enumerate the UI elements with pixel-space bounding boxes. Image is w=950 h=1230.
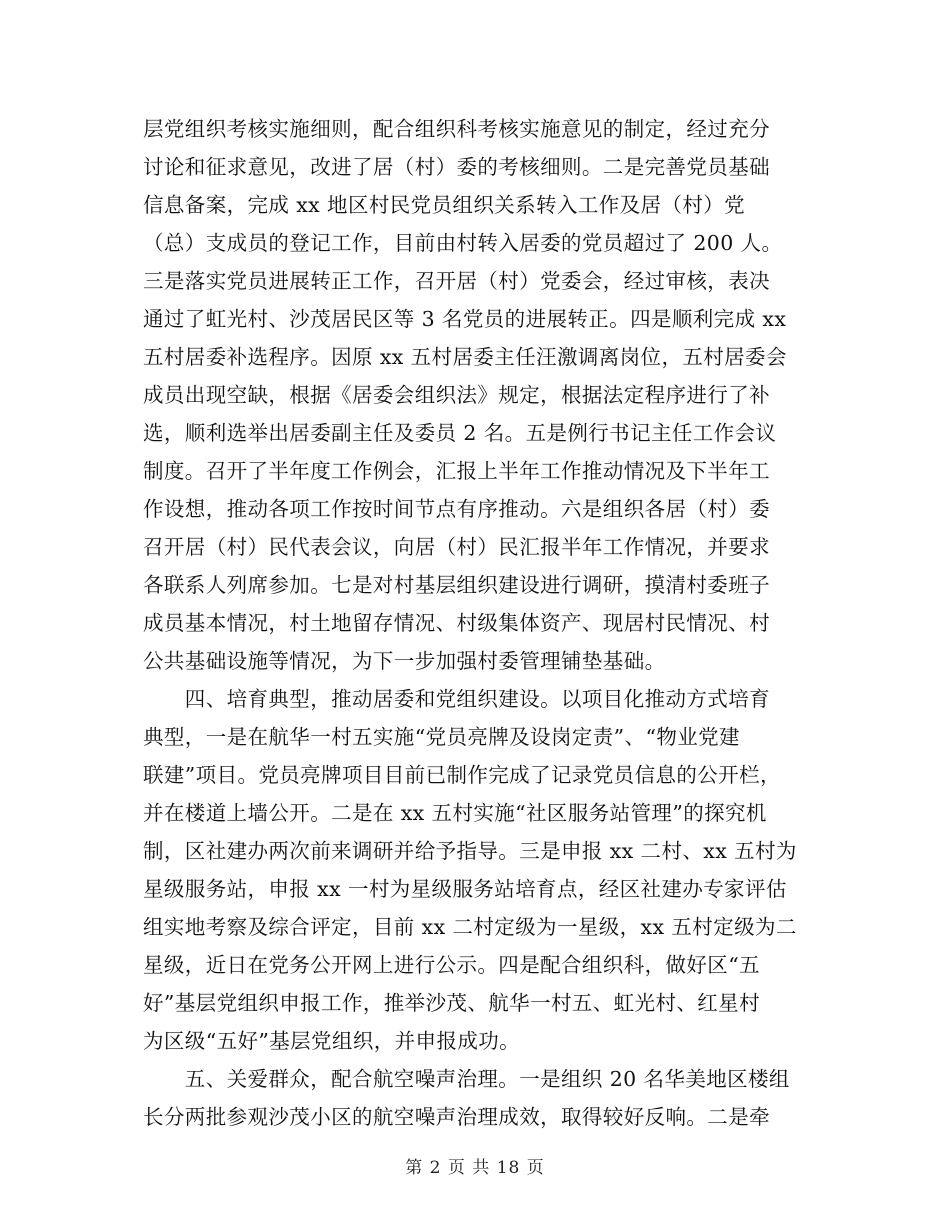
text-line: 通过了虹光村、沙茂居民区等 3 名党员的进展转正。四是顺利完成 xx — [143, 307, 787, 331]
text-line: 讨论和征求意见，改进了居（村）委的考核细则。二是完善党员基础 — [143, 155, 770, 179]
text-line: 成员基本情况，村土地留存情况、村级集体资产、现居村民情况、村 — [143, 611, 770, 635]
text-line: 制，区社建办两次前来调研并给予指导。三是申报 xx 二村、xx 五村为 — [143, 839, 797, 863]
text-line: 召开居（村）民代表会议，向居（村）民汇报半年工作情况，并要求 — [143, 535, 770, 559]
text-line: 制度。召开了半年度工作例会，汇报上半年工作推动情况及下半年工 — [143, 459, 770, 483]
text-line: 选，顺利选举出居委副主任及委员 2 名。五是例行书记主任工作会议 — [143, 421, 777, 445]
text-line: 三是落实党员进展转正工作，召开居（村）党委会，经过审核，表决 — [143, 269, 770, 293]
text-line: 公共基础设施等情况，为下一步加强村委管理铺垫基础。 — [143, 649, 666, 673]
text-line: 成员出现空缺，根据《居委会组织法》规定，根据法定程序进行了补 — [143, 383, 770, 407]
text-line: 为区级“五好”基层党组织，并申报成功。 — [143, 1029, 521, 1053]
text-line: 作设想，推动各项工作按时间节点有序推动。六是组织各居（村）委 — [143, 497, 770, 521]
text-line: 层党组织考核实施细则，配合组织科考核实施意见的制定，经过充分 — [143, 117, 770, 141]
text-line: 并在楼道上墙公开。二是在 xx 五村实施“社区服务站管理”的探究机 — [143, 801, 767, 825]
paragraph-heading-line: 五、关爱群众，配合航空噪声治理。一是组织 20 名华美地区楼组 — [143, 1067, 790, 1091]
text-line: 各联系人列席参加。七是对村基层组织建设进行调研，摸清村委班子 — [143, 573, 770, 597]
text-line: 星级，近日在党务公开网上进行公示。四是配合组织科，做好区“五 — [143, 953, 760, 977]
page-number-footer: 第 2 页 共 18 页 — [405, 1158, 545, 1178]
text-line: 星级服务站，申报 xx 一村为星级服务站培育点，经区社建办专家评估 — [143, 877, 787, 901]
text-line: 信息备案，完成 xx 地区村民党员组织关系转入工作及居（村）党 — [143, 193, 746, 217]
text-line: 组实地考察及综合评定，目前 xx 二村定级为一星级，xx 五村定级为二 — [143, 915, 797, 939]
text-line: （总）支成员的登记工作，目前由村转入居委的党员超过了 200 人。 — [143, 231, 783, 255]
text-line: 典型，一是在航华一村五实施“党员亮牌及设岗定责”、“物业党建 — [143, 725, 740, 749]
text-line: 联建”项目。党员亮牌项目目前已制作完成了记录党员信息的公开栏， — [143, 763, 781, 787]
paragraph-heading-line: 四、培育典型，推动居委和党组织建设。以项目化推动方式培育 — [143, 687, 770, 711]
text-line: 五村居委补选程序。因原 xx 五村居委主任汪激调离岗位，五村居委会 — [143, 345, 787, 369]
text-line: 好”基层党组织申报工作，推举沙茂、航华一村五、虹光村、红星村 — [143, 991, 760, 1015]
text-line: 长分两批参观沙茂小区的航空噪声治理成效，取得较好反响。二是牵 — [143, 1105, 770, 1129]
